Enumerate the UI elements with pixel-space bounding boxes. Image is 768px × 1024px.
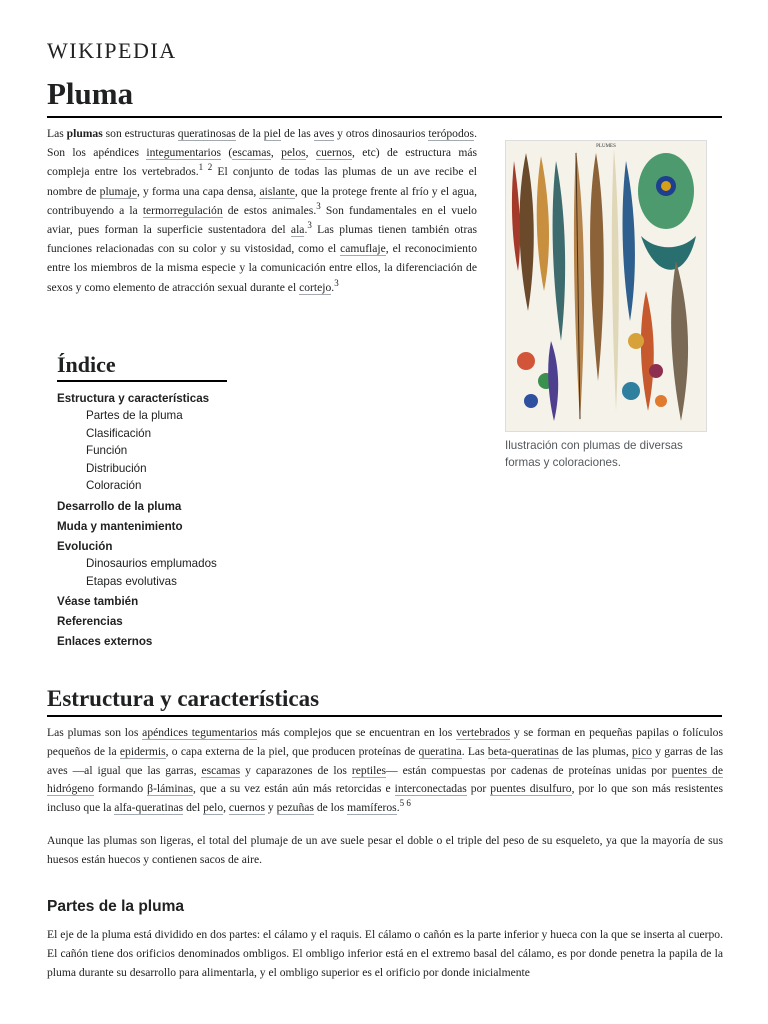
link-teropodos[interactable]: terópodos (428, 127, 475, 140)
toc-item (57, 593, 257, 610)
citation-3[interactable]: 3 (316, 200, 321, 211)
citation-5-6[interactable]: 5 6 (399, 798, 411, 809)
link-beta-queratinas[interactable]: beta-queratinas (487, 744, 559, 758)
section-paragraph: Aunque las plumas son ligeras, el total del plumaje de un ave suele pesar el doble o el triple del peso de su esqueleto, ya que la mayoría de sus huesos están huecos y contienen sacos de aire. (47, 834, 723, 866)
feathers-illustration[interactable] (505, 140, 707, 432)
link-vertebrados[interactable]: vertebrados (456, 726, 511, 739)
title-divider (47, 116, 722, 118)
infobox-figure (505, 140, 715, 471)
link-puentes-disulfuro[interactable]: puentes disulfuro (490, 782, 572, 796)
link-beta-laminas[interactable]: β-láminas (147, 782, 193, 796)
toc-item (57, 538, 257, 590)
link-piel[interactable]: piel (263, 127, 282, 140)
toc-subitem[interactable]: Etapas evolutivas (86, 574, 177, 588)
toc-link[interactable]: Evolución (57, 539, 113, 553)
feathers-plate-drawing (506, 141, 706, 431)
toc-item (57, 633, 257, 650)
table-of-contents (57, 352, 257, 650)
intro-paragraph: Las plumas son estructuras queratinosas de la piel de las aves y otros dinosaurios terópodos. Son los apéndices integumentarios (escamas, pelos, cuernos, etc) de estructura más compleja entre los vertebrados.$^{1 2}$ El conjunto de todas las plumas de un ave recibe el nombre de plumaje, y forma una capa densa, aislante, que la protege frente al frío y el agua, contribuyendo a la termorregulación de estos animales.$^3$ Son fundamentales en el vuelo aviar, pues forman la superficie sustentadora del ala.$^3$ Las plumas tienen también otras funciones relacionadas con su color y su vistosidad, como el camuflaje, el reconocimiento entre los miembros de la misma especie y la comunicación entre ellos, la diferenciación de sexos y como elemento de atracción sexual durante el cortejo.$^3$ (47, 127, 478, 294)
toc-item (57, 518, 257, 535)
link-cuernos[interactable]: cuernos (315, 146, 352, 160)
citation-3[interactable]: 3 (307, 220, 312, 231)
link-termorregulacion[interactable]: termorregulación (142, 203, 223, 217)
link-mamiferos[interactable]: mamíferos (347, 801, 397, 815)
subsection-heading: Partes de la pluma (47, 898, 184, 915)
link-aves[interactable]: aves (313, 127, 335, 140)
plate-title: PLUMES (596, 144, 616, 149)
toc-item (57, 390, 257, 495)
bold-term: plumas (66, 127, 103, 140)
citation-3[interactable]: 3 (334, 277, 339, 288)
link-aislante[interactable]: aislante (259, 184, 295, 198)
toc-item (57, 498, 257, 515)
link-escamas[interactable]: escamas (201, 763, 241, 777)
link-plumaje[interactable]: plumaje (99, 184, 137, 198)
toc-subitem[interactable]: Partes de la pluma (86, 409, 183, 422)
citation-1-2[interactable]: 1 2 (198, 162, 213, 173)
toc-list (57, 390, 257, 650)
link-alfa-queratinas[interactable]: alfa-queratinas (114, 801, 184, 815)
link-pico[interactable]: pico (632, 744, 652, 758)
toc-link[interactable]: Estructura y características (57, 392, 210, 405)
link-queratinosas[interactable]: queratinosas (177, 127, 236, 140)
toc-subitem[interactable]: Clasificación (86, 426, 152, 440)
toc-link[interactable]: Desarrollo de la pluma (57, 499, 182, 513)
link-apendices-tegumentarios[interactable]: apéndices tegumentarios (142, 726, 258, 739)
section-divider (47, 715, 722, 717)
page-title: Pluma (47, 76, 134, 111)
toc-subitem[interactable]: Función (86, 444, 128, 458)
link-cortejo[interactable]: cortejo (299, 280, 332, 294)
toc-link[interactable]: Muda y mantenimiento (57, 519, 183, 533)
link-camuflaje[interactable]: camuflaje (340, 242, 386, 256)
link-pelos[interactable]: pelos (281, 146, 306, 160)
link-puentes-de-hidrogeno[interactable]: puentes de hidrógeno (47, 763, 723, 796)
toc-subitem[interactable]: Coloración (86, 479, 142, 493)
link-queratina[interactable]: queratina (418, 744, 462, 758)
toc-item (57, 613, 257, 630)
section-heading: Estructura y características (47, 686, 320, 711)
toc-link[interactable]: Referencias (57, 615, 123, 629)
section-paragraph: Las plumas son los apéndices tegumentarios más complejos que se encuentran en los vertebrados y se forman en pequeñas papilas o folículos pequeños de la epidermis, o capa externa de la piel, que producen proteínas de queratina. Las beta-queratinas de las plumas, pico y garras de las aves —al igual que las garras, escamas y caparazones de los reptiles— están compuestas por cadenas de proteínas unidas por puentes de hidrógeno formando β-láminas, que a su vez están aún más retorcidas e interconectadas por puentes disulfuro, por lo que son más resistentes incluso que la alfa-queratinas del pelo, cuernos y pezuñas de los mamíferos.$^{5 6}$ (47, 726, 723, 815)
link-escamas[interactable]: escamas (232, 146, 271, 160)
section-paragraph: El eje de la pluma está dividido en dos partes: el cálamo y el raquis. El cálamo o cañón es la parte inferior y hueca con la que se inserta al cuerpo. El cañón tiene dos orificios denominados ombligos. El ombligo inferior está en el extremo basal del cálamo, es por donde penetra la papila de la pluma durante su desarrollo para alimentarla, y el ombligo superior es el orificio por donde inicialmente (47, 928, 723, 979)
toc-link[interactable]: Enlaces externos (57, 635, 153, 649)
link-pelo[interactable]: pelo (203, 801, 224, 815)
toc-title: Índice (57, 352, 227, 382)
toc-subitem[interactable]: Distribución (86, 461, 147, 475)
toc-subitem[interactable]: Dinosaurios emplumados (86, 556, 217, 570)
link-integumentarios[interactable]: integumentarios (146, 146, 222, 160)
link-ala[interactable]: ala (290, 223, 305, 237)
link-reptiles[interactable]: reptiles (351, 763, 387, 777)
figure-caption: Ilustración con plumas de diversas formas y coloraciones. (505, 439, 683, 469)
link-interconectadas[interactable]: interconectadas (394, 782, 467, 796)
wikipedia-logo[interactable]: WIKIPEDIA (47, 38, 177, 63)
link-cuernos[interactable]: cuernos (228, 801, 265, 815)
link-pezunas[interactable]: pezuñas (276, 801, 314, 815)
toc-link[interactable]: Véase también (57, 595, 139, 609)
link-epidermis[interactable]: epidermis (119, 744, 166, 758)
